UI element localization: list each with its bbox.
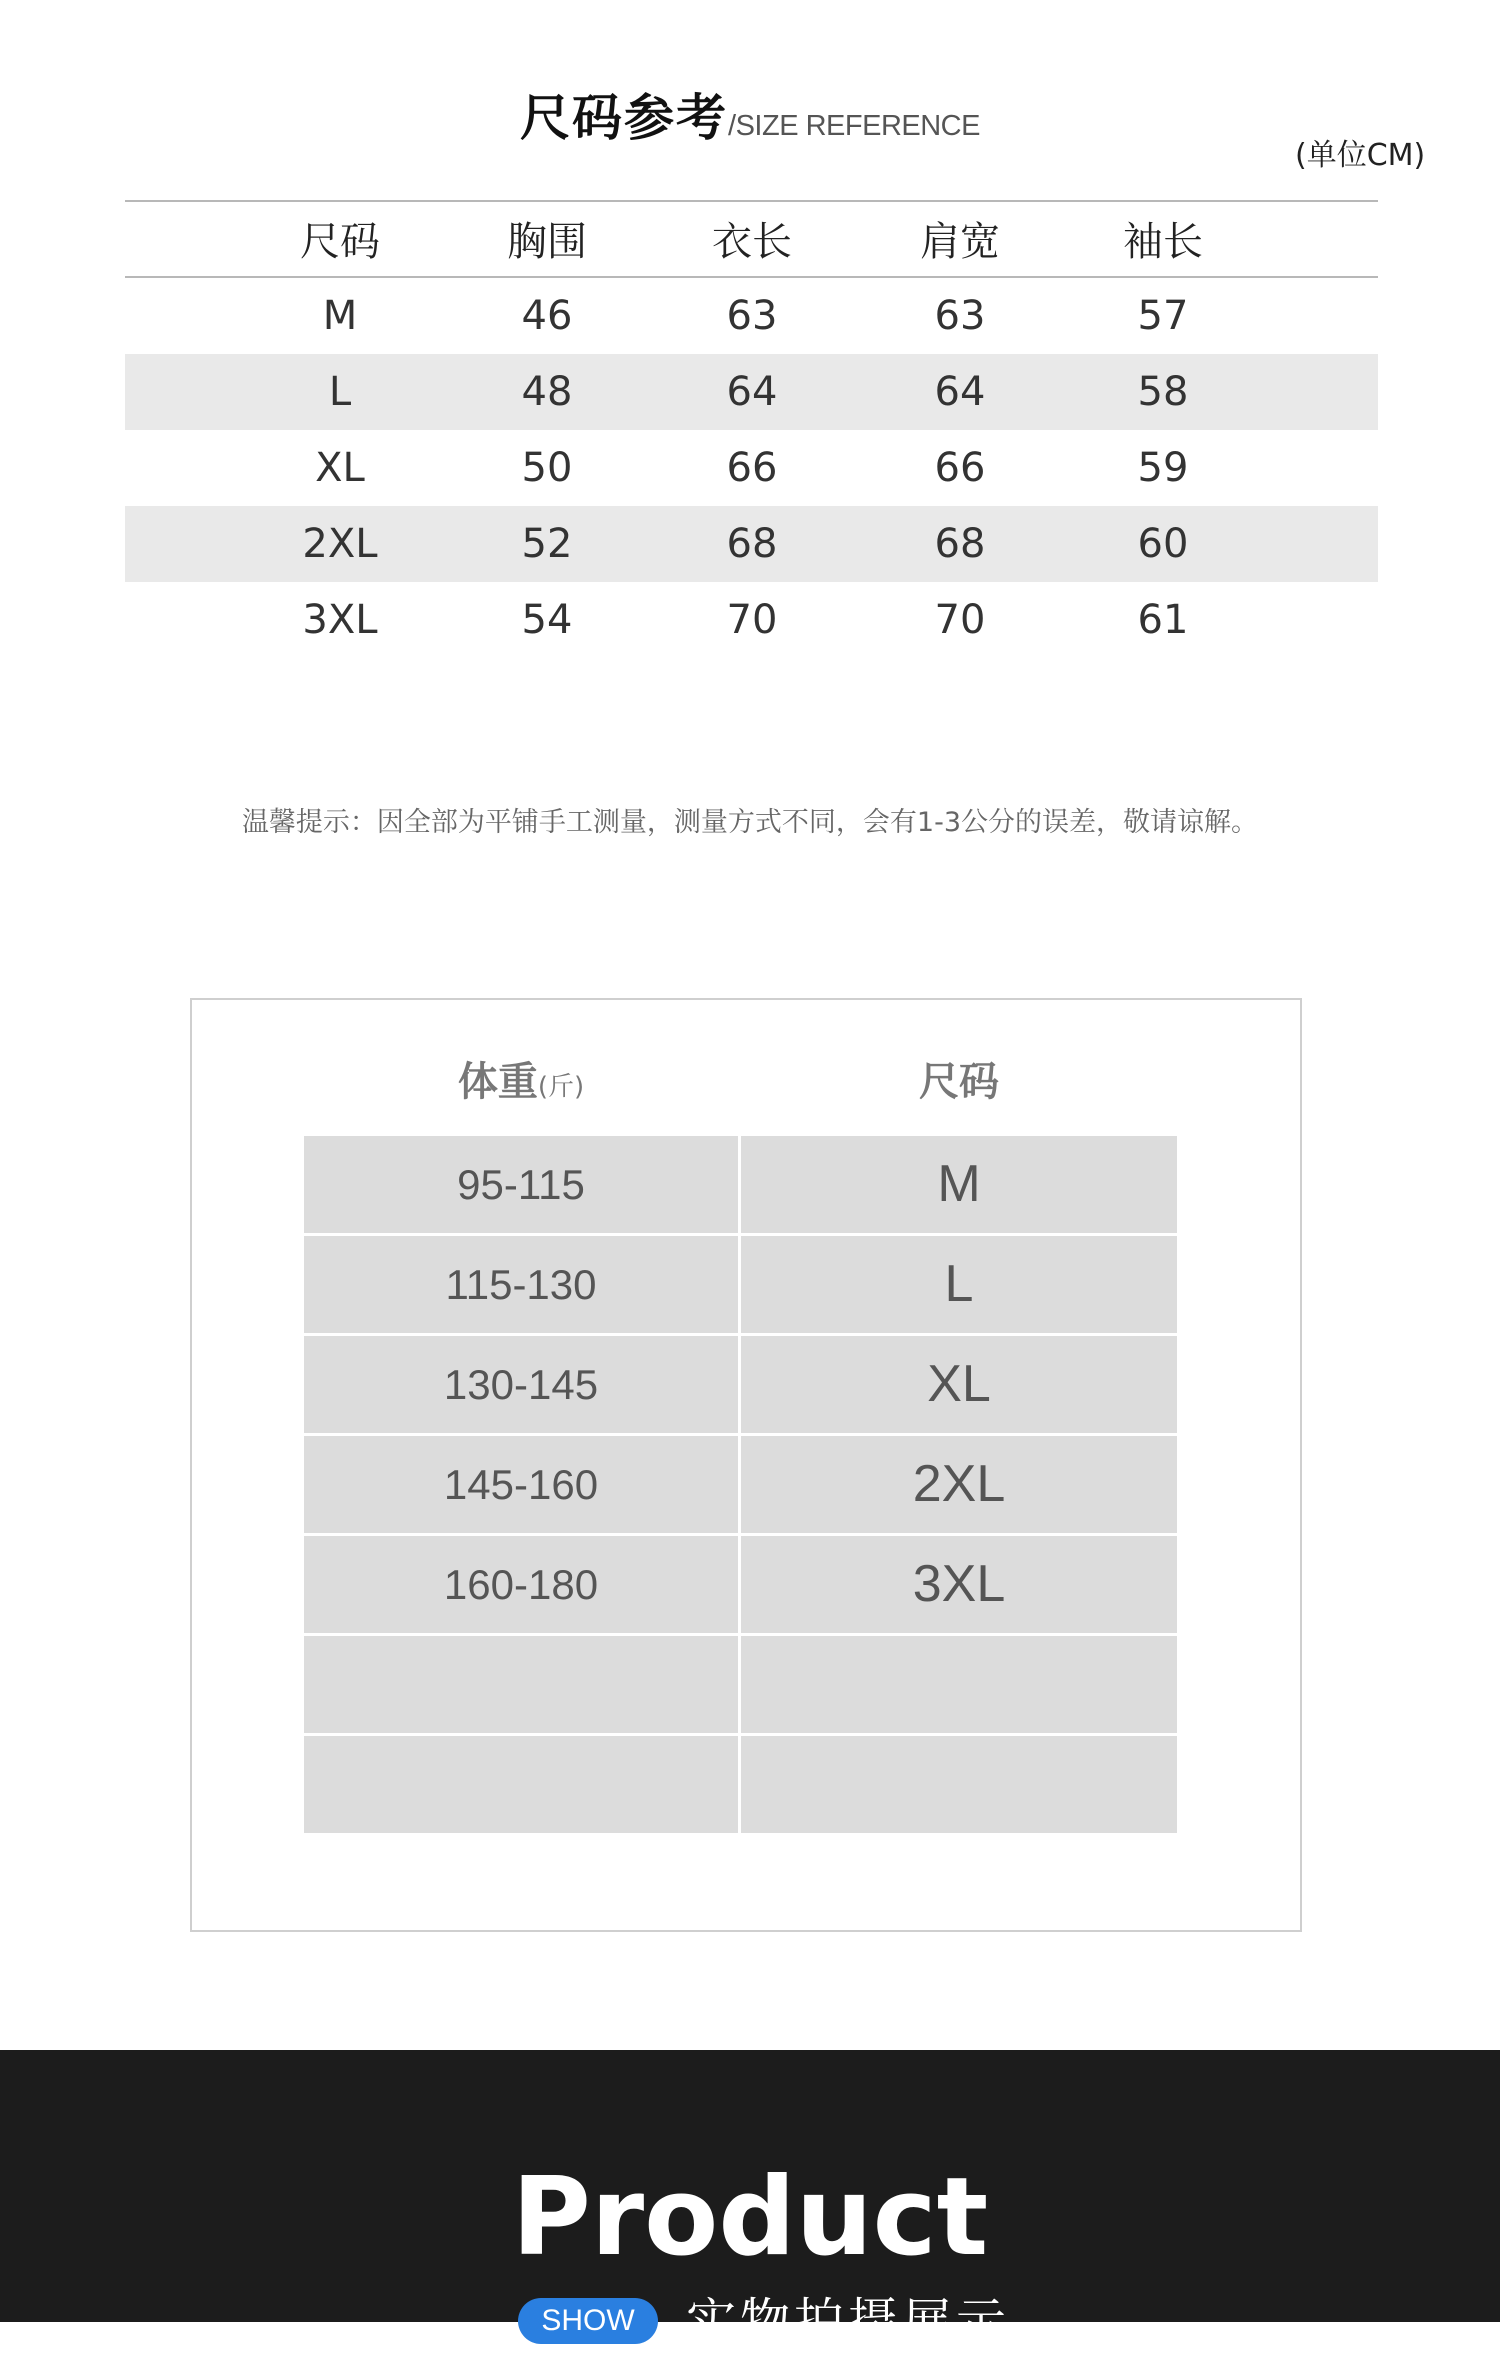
table-cell: M [322,293,358,339]
header-cell: 袖长 [1123,219,1203,265]
table-cell: 63 [726,293,778,339]
table-cell: 2XL [302,521,378,567]
product-title: Product [511,2155,989,2280]
table-cell: 64 [934,369,986,415]
table-cell: 70 [726,597,778,643]
table-cell: 64 [726,369,778,415]
size-cell: XL [741,1336,1177,1433]
weight-row-empty [304,1636,1177,1733]
weight-header-label: 体重 [457,1059,538,1105]
weight-range-cell: 95-115 [304,1136,738,1233]
table-row [125,278,1378,354]
table-cell: 60 [1137,521,1189,567]
size-cell: L [741,1236,1177,1333]
table-cell: 48 [521,369,573,415]
weight-header-unit: (斤) [537,1072,585,1102]
table-cell: 58 [1137,369,1189,415]
table-cell: 50 [521,445,573,491]
weight-range-cell: 145-160 [304,1436,738,1533]
table-cell: 63 [934,293,986,339]
table-row [125,506,1378,582]
weight-row [304,1236,1177,1333]
table-row [125,354,1378,430]
weight-row-empty [304,1736,1177,1833]
title-main: 尺码参考 [520,89,729,147]
table-cell: 68 [934,521,986,567]
table-top-divider [125,200,1378,202]
table-cell: 3XL [302,597,378,643]
weight-header [304,1060,738,1104]
table-cell: 66 [726,445,778,491]
weight-size-table [190,998,1302,1932]
weight-range-cell: 115-130 [304,1236,738,1333]
table-cell: 57 [1137,293,1189,339]
table-cell: 68 [726,521,778,567]
size-header: 尺码 [919,1059,999,1105]
table-cell: 54 [521,597,573,643]
measurement-tip: 温馨提示：因全部为平铺手工测量，测量方式不同，会有1-3公分的误差，敬请谅解。 [241,807,1259,838]
weight-range-cell [304,1736,738,1833]
size-cell: M [741,1136,1177,1233]
header-cell: 尺码 [300,219,380,265]
size-cell [741,1636,1177,1733]
table-cell: 59 [1137,445,1189,491]
header-cell: 衣长 [712,219,792,265]
show-caption: 实物拍摄展示 [686,2293,1010,2351]
size-cell: 2XL [741,1436,1177,1533]
weight-row [304,1436,1177,1533]
weight-range-cell: 130-145 [304,1336,738,1433]
weight-row [304,1536,1177,1633]
unit-label: (单位CM) [1295,138,1426,173]
table-row [125,430,1378,506]
table-cell: 46 [521,293,573,339]
table-cell: L [328,369,352,415]
product-footer-banner [0,2050,1500,2351]
table-row [125,582,1378,658]
size-cell: 3XL [741,1536,1177,1633]
title-sub: /SIZE REFERENCE [728,110,980,142]
show-badge: SHOW [518,2298,658,2344]
table-cell: 70 [934,597,986,643]
header-cell: 肩宽 [920,219,1000,265]
table-cell: 52 [521,521,573,567]
table-cell: XL [315,445,365,491]
weight-row [304,1136,1177,1233]
weight-range-cell: 160-180 [304,1536,738,1633]
table-cell: 61 [1137,597,1189,643]
table-cell: 66 [934,445,986,491]
size-cell [741,1736,1177,1833]
table-header-row [125,204,1378,280]
weight-range-cell [304,1636,738,1733]
size-reference-title [0,78,1500,150]
weight-row [304,1336,1177,1433]
header-cell: 胸围 [507,219,587,265]
